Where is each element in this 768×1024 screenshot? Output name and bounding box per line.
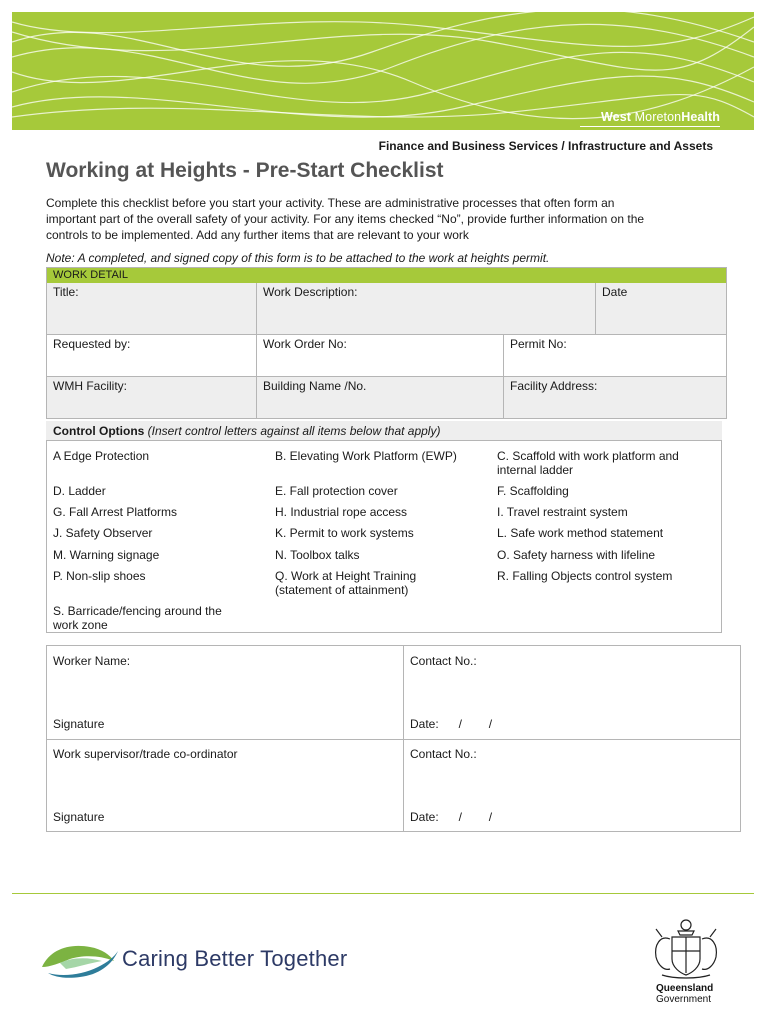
supervisor-contact-label: Contact No.:: [410, 747, 477, 761]
row-divider: [47, 739, 740, 740]
worker-signature-label: Signature: [53, 717, 105, 731]
control-option: A Edge Protection: [53, 449, 150, 463]
queensland-crest-icon: [648, 915, 724, 981]
date-label: Date: [602, 285, 628, 299]
work-description-label: Work Description:: [263, 285, 358, 299]
date-field[interactable]: [596, 283, 726, 335]
gov-line-2: Government: [656, 994, 712, 1005]
work-detail-table: [46, 267, 727, 419]
worker-date-label: Date: / /: [410, 717, 493, 731]
control-option: R. Falling Objects control system: [497, 569, 673, 583]
facility-address-label: Facility Address:: [510, 379, 598, 393]
title-field[interactable]: [47, 283, 257, 335]
requested-by-field[interactable]: [47, 335, 257, 377]
control-option: I. Travel restraint system: [497, 505, 628, 519]
wmh-facility-field[interactable]: [47, 377, 257, 418]
control-option: P. Non-slip shoes: [53, 569, 146, 583]
supervisor-date-label: Date: / /: [410, 810, 493, 824]
work-detail-heading: WORK DETAIL: [47, 268, 726, 283]
permit-no-label: Permit No:: [510, 337, 567, 351]
title-label: Title:: [53, 285, 79, 299]
control-options-list: [46, 440, 722, 633]
worker-contact-label: Contact No.:: [410, 654, 477, 668]
control-option: B. Elevating Work Platform (EWP): [275, 449, 457, 463]
footer-divider: [12, 893, 754, 894]
control-option: M. Warning signage: [53, 548, 160, 562]
intro-line: important part of the overall safety of your activity. For any items checked “No”, provide further information on the: [46, 212, 645, 226]
control-option: E. Fall protection cover: [275, 484, 398, 498]
column-divider: [403, 646, 404, 831]
control-option: N. Toolbox talks: [275, 548, 360, 562]
work-order-label: Work Order No:: [263, 337, 347, 351]
control-option: S. Barricade/fencing around the work zone: [53, 604, 222, 632]
control-options-heading: [46, 421, 722, 441]
control-option: Q. Work at Height Training (statement of attainment): [275, 569, 417, 597]
attachment-note: Note: A completed, and signed copy of this form is to be attached to the work at heights permit.: [46, 251, 550, 265]
intro-paragraph: [46, 195, 726, 243]
footer-tagline: Caring Better Together: [122, 946, 348, 971]
intro-line: controls to be implemented. Add any further items that are relevant to your work: [46, 228, 469, 242]
gov-line-1: Queensland: [656, 983, 714, 994]
facility-address-field[interactable]: [504, 377, 726, 418]
intro-line: Complete this checklist before you start your activity. These are administrative processes that often form an: [46, 196, 615, 210]
brand-logo: West MoretonHealth: [601, 110, 720, 124]
control-option: L. Safe work method statement: [497, 526, 664, 540]
page-title: Working at Heights - Pre-Start Checklist: [46, 159, 444, 182]
control-option: K. Permit to work systems: [275, 526, 414, 540]
control-option: H. Industrial rope access: [275, 505, 408, 519]
brand-underline: [580, 126, 720, 127]
signature-table: [46, 645, 741, 832]
worker-name-label: Worker Name:: [53, 654, 131, 668]
building-name-label: Building Name /No.: [263, 379, 367, 393]
requested-by-label: Requested by:: [53, 337, 131, 351]
permit-no-field[interactable]: [504, 335, 726, 377]
header-banner: [12, 12, 754, 130]
work-order-field[interactable]: [257, 335, 504, 377]
control-option: F. Scaffolding: [497, 484, 569, 498]
control-option: C. Scaffold with work platform and internal ladder: [497, 449, 679, 477]
building-name-field[interactable]: [257, 377, 504, 418]
control-option: D. Ladder: [53, 484, 106, 498]
control-options-instruction: (Insert control letters against all items below that apply): [147, 424, 441, 438]
control-option: J. Safety Observer: [53, 526, 153, 540]
supervisor-label: Work supervisor/trade co-ordinator: [53, 747, 238, 761]
queensland-government-logo: [656, 983, 722, 1005]
hands-logo-icon: [40, 937, 120, 981]
wmh-facility-label: WMH Facility:: [53, 379, 127, 393]
department-line: Finance and Business Services / Infrastructure and Assets: [378, 139, 713, 153]
control-option: G. Fall Arrest Platforms: [53, 505, 178, 519]
control-options-title: Control Options: [53, 424, 145, 438]
control-option: O. Safety harness with lifeline: [497, 548, 656, 562]
work-description-field[interactable]: [257, 283, 596, 335]
supervisor-signature-label: Signature: [53, 810, 105, 824]
